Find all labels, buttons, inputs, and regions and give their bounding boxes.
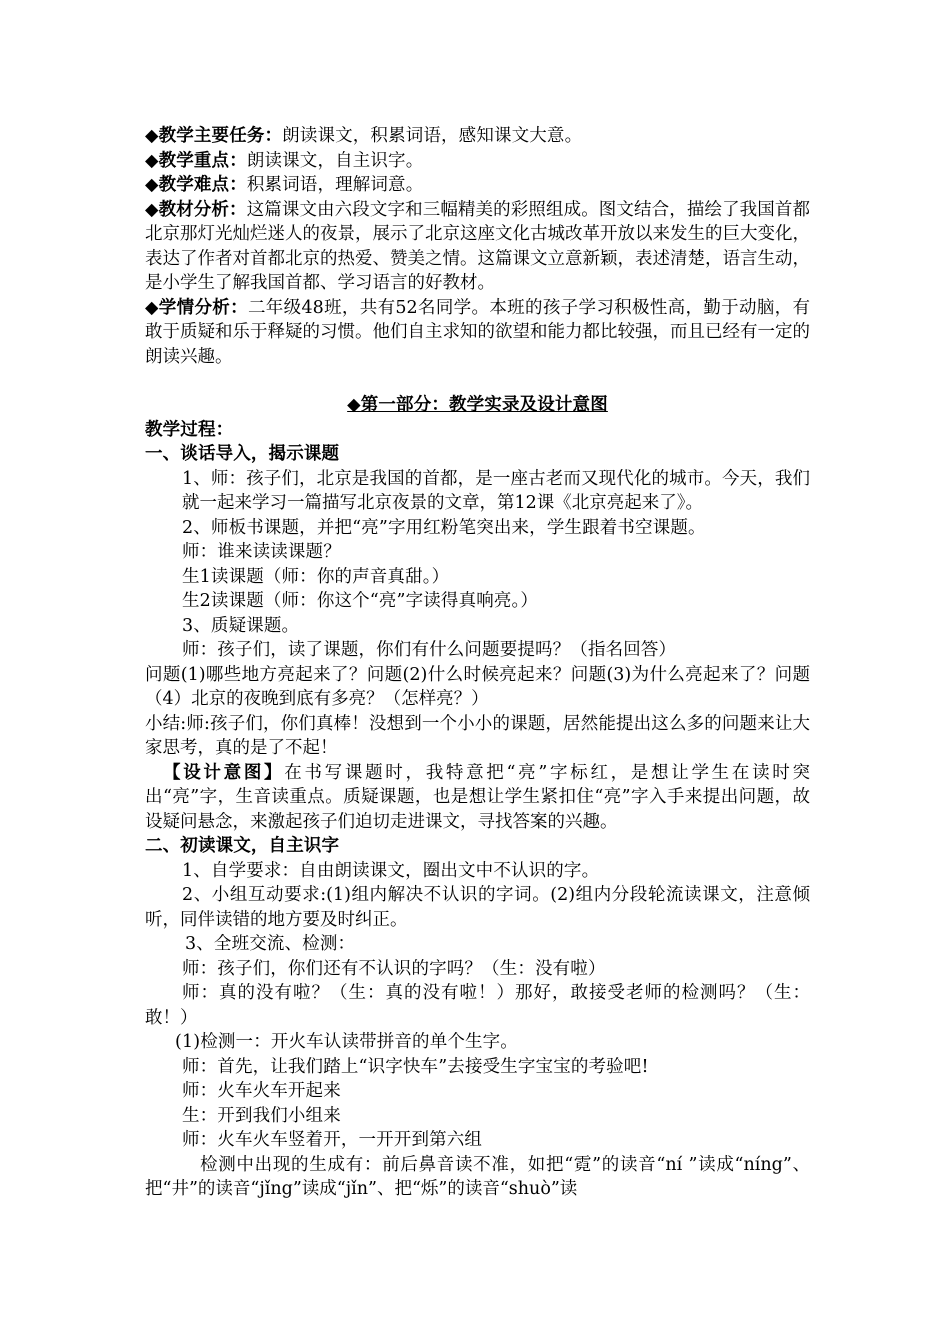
process-title: 教学过程： xyxy=(145,419,234,440)
design-intent-label: 【设计意图】 xyxy=(163,762,285,783)
part-one-heading: ◆第一部分：教学实录及设计意图 xyxy=(347,395,608,415)
design-intent-text: 在书写课题时，我特意把“亮”字标红，是想让学生在读时突出“亮”字，生音读重点。质疑课题，也是想让学生紧扣住“亮”字入手来提出问题，故设疑问悬念，来激起孩子们迫切走进课文，寻找答案的兴趣。 xyxy=(145,762,810,832)
design-intent xyxy=(145,761,810,835)
section-two-paragraph: 生：开到我们小组来 xyxy=(182,1105,341,1126)
spacer xyxy=(145,369,810,393)
document-body xyxy=(145,124,810,1202)
section-one-paragraph: 师：孩子们，读了课题，你们有什么问题要提吗？（指名回答） xyxy=(182,640,677,660)
section-two-paragraph: 师：火车火车开起来 xyxy=(182,1081,341,1101)
section-two-paragraph: 检测中出现的生成有：前后鼻音读不准，如把“霓”的读音“ní ”读成“níng”、把“井”的读音“jǐng”读成“jǐn”、把“烁”的读音“shuò”读 xyxy=(145,1154,810,1199)
questions-paragraph: 问题(1)哪些地方亮起来了？问题(2)什么时候亮起来？问题(3)为什么亮起来了？问题（4）北京的夜晚到底有多亮？（怎样亮？） xyxy=(145,664,810,709)
section-one-paragraph: 3、质疑课题。 xyxy=(182,615,300,636)
section-two-paragraph: 师：真的没有啦？（生：真的没有啦！）那好，敢接受老师的检测吗？（生：敢！） xyxy=(145,983,810,1028)
material-analysis-text: 这篇课文由六段文字和三幅精美的彩照组成。图文结合，描绘了我国首都北京那灯光灿烂迷人的夜景，展示了北京这座文化古城改革开放以来发生的巨大变化，表达了作者对首都北京的热爱、赞美之情。这篇课文立意新颖，表述清楚，语言生动，是小学生了解我国首都、学习语言的好教材。 xyxy=(145,199,811,293)
section-one-paragraph: 1、师：孩子们，北京是我国的首都，是一座古老而又现代化的城市。今天，我们就一起来学习一篇描写北京夜景的文章，第12课《北京亮起来了》。 xyxy=(182,468,810,513)
teaching-difficulty xyxy=(145,173,810,198)
section-two-paragraph: 师：孩子们，你们还有不认识的字吗？（生：没有啦） xyxy=(182,958,606,979)
student-analysis-label: ◆学情分析： xyxy=(145,297,248,318)
teaching-key xyxy=(145,149,810,174)
section-two-paragraph: 1、自学要求：自由朗读课文，圈出文中不认识的字。 xyxy=(182,860,600,881)
section-two-paragraph: 2、小组互动要求:(1)组内解决不认识的字词。(2)组内分段轮流读课文，注意倾听，同伴读错的地方要及时纠正。 xyxy=(145,885,810,930)
section-one-paragraph: 生1读课题（师：你的声音真甜。） xyxy=(182,566,450,587)
summary-paragraph: 小结:师:孩子们，你们真棒！没想到一个小小的课题，居然能提出这么多的问题来让大家思考，真的是了不起！ xyxy=(145,713,810,758)
student-analysis xyxy=(145,296,810,370)
teaching-task xyxy=(145,124,810,149)
teaching-difficulty-label: ◆教学难点： xyxy=(145,175,247,195)
student-analysis-text: 二年级48班，共有52名同学。本班的孩子学习积极性高，勤于动脑，有敢于质疑和乐于释疑的习惯。他们自主求知的欲望和能力都比较强，而且已经有一定的朗读兴趣。 xyxy=(145,297,810,367)
section-two-paragraph: (1)检测一：开火车认读带拼音的单个生字。 xyxy=(175,1032,518,1052)
teaching-key-label: ◆教学重点： xyxy=(145,150,247,171)
section-two-paragraph: 师：首先，让我们踏上“识字快车”去接受生字宝宝的考验吧! xyxy=(182,1056,649,1077)
section-one-title: 一、谈话导入，揭示课题 xyxy=(145,444,340,464)
teaching-task-label: ◆教学主要任务： xyxy=(145,126,283,146)
section-two-paragraph: 师：火车火车竖着开，一开开到第六组 xyxy=(182,1130,483,1150)
material-analysis-label: ◆教材分析： xyxy=(145,199,247,220)
teaching-key-text: 朗读课文，自主识字。 xyxy=(246,150,424,171)
section-one-paragraph: 2、师板书课题，并把“亮”字用红粉笔突出来，学生跟着书空课题。 xyxy=(182,517,706,538)
teaching-difficulty-text: 积累词语，理解词意。 xyxy=(246,175,424,195)
teaching-task-text: 朗读课文，积累词语，感知课文大意。 xyxy=(282,126,583,146)
section-one-paragraph: 师：谁来读读课题？ xyxy=(182,542,341,562)
material-analysis xyxy=(145,198,810,296)
section-two-title: 二、初读课文，自主识字 xyxy=(145,836,340,856)
section-two-paragraph: 3、全班交流、检测： xyxy=(185,934,356,954)
section-one-paragraph: 生2读课题（师：你这个“亮”字读得真响亮。） xyxy=(182,591,539,611)
